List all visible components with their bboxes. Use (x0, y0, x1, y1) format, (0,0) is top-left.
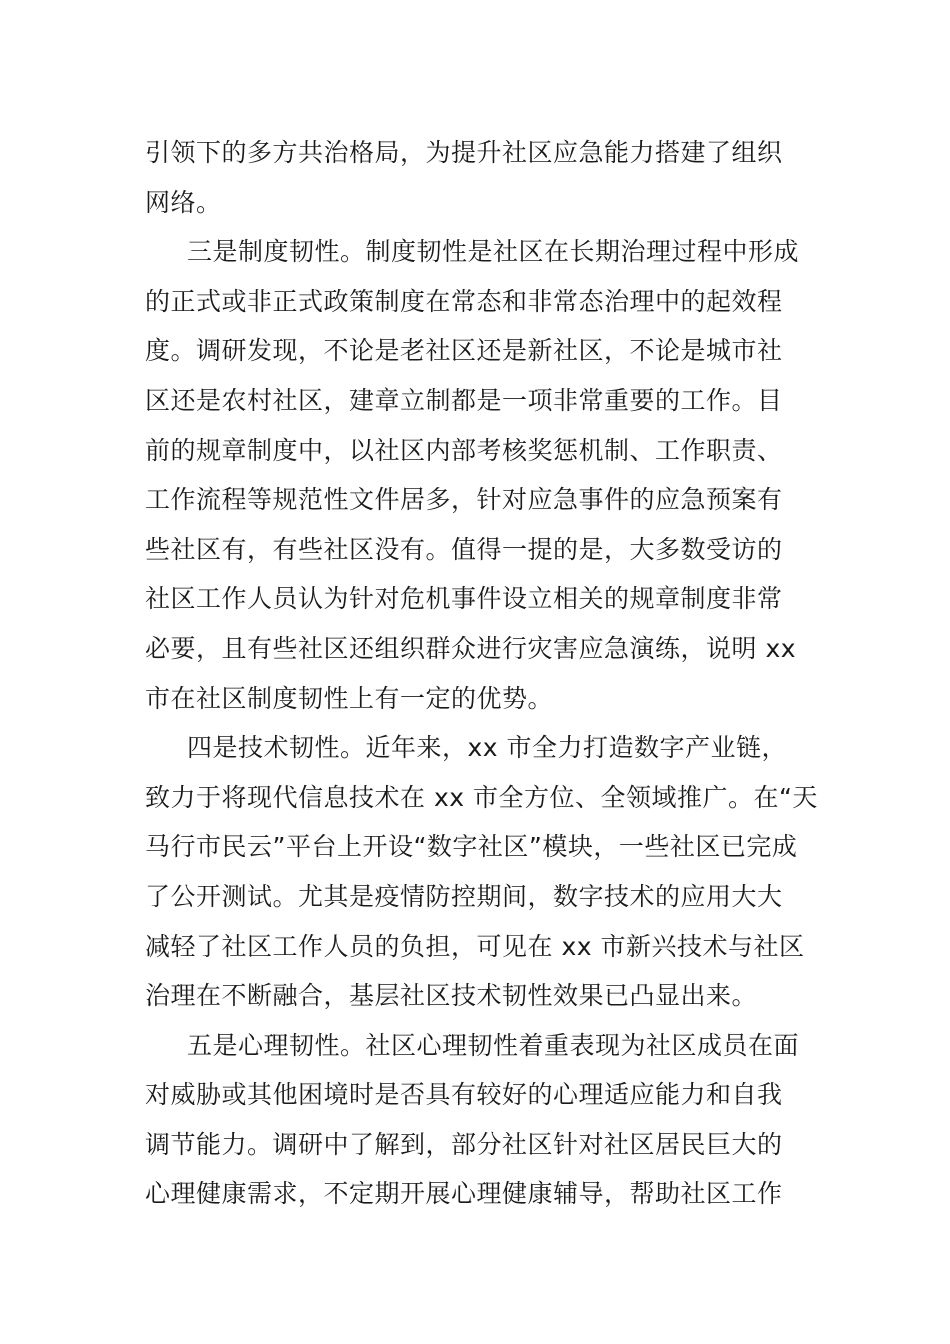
text-line: 致力于将现代信息技术在 xx 市全方位、全领域推广。在“天 (145, 782, 818, 812)
text-line: 网络。 (145, 187, 222, 217)
text-line: 些社区有，有些社区没有。值得一提的是，大多数受访的 (145, 534, 783, 564)
text-line: 必要，且有些社区还组织群众进行灾害应急演练，说明 xx (145, 633, 797, 663)
text-line: 了公开测试。尤其是疫情防控期间，数字技术的应用大大 (145, 881, 783, 911)
text-line: 区还是农村社区，建章立制都是一项非常重要的工作。目 (145, 385, 783, 415)
body-text (145, 128, 818, 1219)
text-line: 度。调研发现，不论是老社区还是新社区，不论是城市社 (145, 336, 783, 366)
text-line: 三是制度韧性。制度韧性是社区在长期治理过程中形成 (187, 237, 800, 267)
text-line: 前的规章制度中，以社区内部考核奖惩机制、工作职责、 (145, 435, 783, 465)
text-line: 马行市民云”平台上开设“数字社区”模块，一些社区已完成 (145, 832, 798, 862)
paragraph (145, 227, 805, 723)
text-line: 四是技术韧性。近年来，xx 市全力打造数字产业链， (187, 733, 788, 763)
text-line: 心理健康需求，不定期开展心理健康辅导，帮助社区工作 (145, 1179, 783, 1209)
text-line: 减轻了社区工作人员的负担，可见在 xx 市新兴技术与社区 (145, 931, 805, 961)
paragraph (145, 723, 818, 1021)
paragraph (145, 1021, 805, 1219)
text-line: 引领下的多方共治格局，为提升社区应急能力搭建了组织 (145, 138, 783, 167)
text-line: 社区工作人员认为针对危机事件设立相关的规章制度非常 (145, 584, 783, 614)
text-line: 调节能力。调研中了解到，部分社区针对社区居民巨大的 (145, 1129, 783, 1159)
text-line: 对威胁或其他困境时是否具有较好的心理适应能力和自我 (145, 1080, 783, 1110)
text-line: 工作流程等规范性文件居多，针对应急事件的应急预案有 (145, 485, 783, 515)
text-line: 市在社区制度韧性上有一定的优势。 (145, 683, 554, 713)
paragraph (145, 128, 805, 227)
text-line: 五是心理韧性。社区心理韧性着重表现为社区成员在面 (187, 1030, 800, 1060)
text-line: 的正式或非正式政策制度在常态和非常态治理中的起效程 (145, 286, 783, 316)
text-line: 治理在不断融合，基层社区技术韧性效果已凸显出来。 (145, 981, 758, 1011)
